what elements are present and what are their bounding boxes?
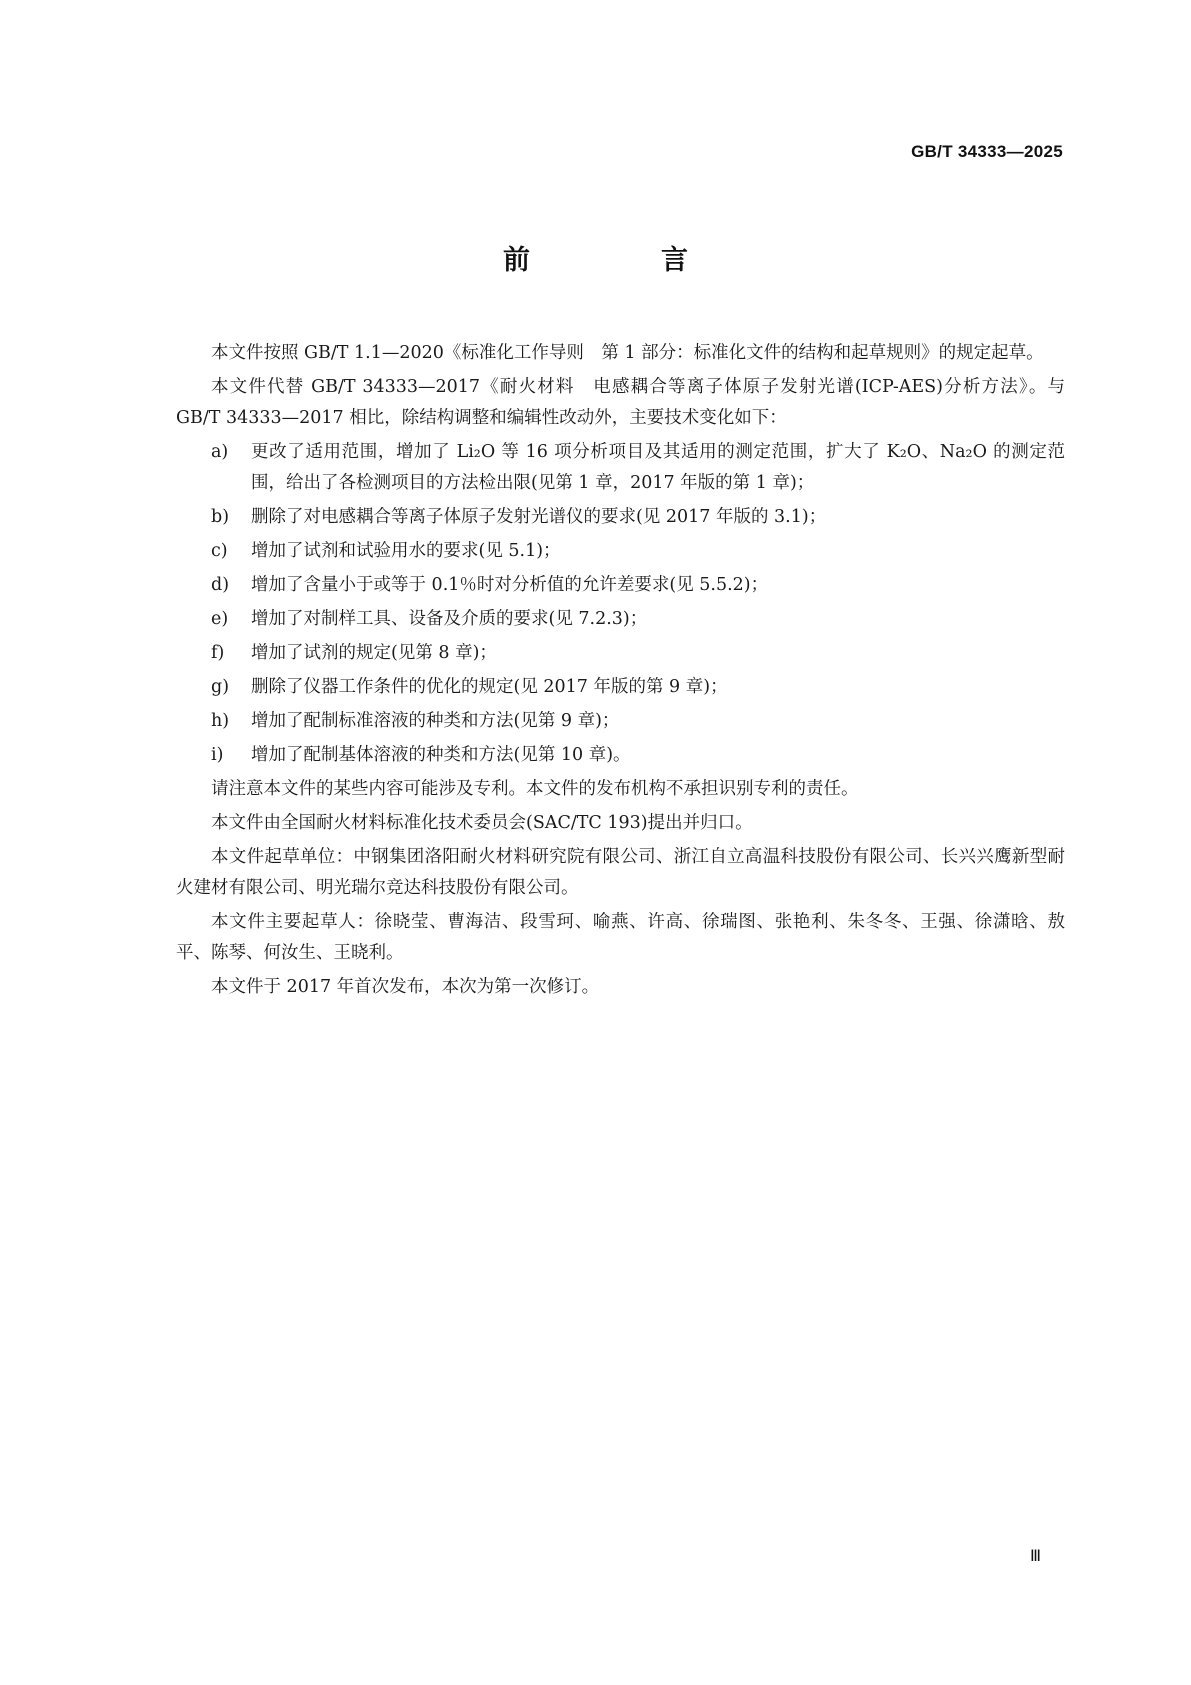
list-item-label: g) [211, 677, 230, 697]
list-item-label: d) [211, 575, 230, 595]
list-item-text: 增加了对制样工具、设备及介质的要求(见 7.2.3)； [251, 609, 648, 629]
paragraph-patent-notice: 请注意本文件的某些内容可能涉及专利。本文件的发布机构不承担识别专利的责任。 [211, 779, 859, 799]
list-item-label: h) [211, 711, 230, 731]
page-number: Ⅲ [1029, 1548, 1041, 1565]
list-item [176, 672, 1065, 703]
document-code: GB/T 34333—2025 [911, 142, 1063, 161]
list-item-label: a) [211, 442, 229, 462]
list-item-label: e) [211, 609, 229, 629]
changes-list [176, 437, 1065, 771]
list-item-text: 增加了试剂的规定(见第 8 章)； [251, 643, 497, 663]
list-item-text: 增加了试剂和试验用水的要求(见 5.1)； [251, 541, 561, 561]
list-item-label: b) [211, 507, 230, 527]
list-item [176, 706, 1065, 737]
paragraph-replacement-note: 本文件代替 GB/T 34333—2017《耐火材料 电感耦合等离子体原子发射光谱(ICP-AES)分析方法》。与 GB/T 34333—2017 相比，除结构调整和编辑性改动外，主要技术变化如下： [176, 377, 1065, 428]
list-item [176, 604, 1065, 635]
list-item-label: f) [211, 643, 225, 663]
paragraph-drafting-rules: 本文件按照 GB/T 1.1—2020《标准化工作导则 第 1 部分：标准化文件的结构和起草规则》的规定起草。 [211, 343, 1044, 363]
list-item-text: 增加了含量小于或等于 0.1％时对分析值的允许差要求(见 5.5.2)； [251, 575, 769, 595]
foreword-body [176, 338, 1065, 1006]
list-item [176, 740, 1065, 771]
paragraph-publication-history: 本文件于 2017 年首次发布，本次为第一次修订。 [211, 977, 600, 997]
list-item-label: i) [211, 745, 224, 765]
list-item [176, 638, 1065, 669]
list-item [176, 437, 1065, 499]
paragraph-drafters: 本文件主要起草人：徐晓莹、曹海洁、段雪珂、喻燕、许高、徐瑞图、张艳利、朱冬冬、王强、徐潇晗、敖平、陈琴、何汝生、王晓利。 [176, 912, 1065, 963]
list-item-text: 删除了对电感耦合等离子体原子发射光谱仪的要求(见 2017 年版的 3.1)； [251, 507, 827, 527]
paragraph-proposer: 本文件由全国耐火材料标准化技术委员会(SAC/TC 193)提出并归口。 [211, 813, 753, 833]
list-item [176, 536, 1065, 567]
list-item [176, 570, 1065, 601]
list-item-text: 增加了配制基体溶液的种类和方法(见第 10 章)。 [251, 745, 631, 765]
list-item-label: c) [211, 541, 228, 561]
list-item-text: 删除了仪器工作条件的优化的规定(见 2017 年版的第 9 章)； [251, 677, 728, 697]
list-item-text: 更改了适用范围，增加了 Li₂O 等 16 项分析项目及其适用的测定范围，扩大了 K₂O、Na₂O 的测定范围，给出了各检测项目的方法检出限(见第 1 章，2017 年版的第 1 章)； [251, 442, 1065, 493]
paragraph-drafting-units: 本文件起草单位：中钢集团洛阳耐火材料研究院有限公司、浙江自立高温科技股份有限公司、长兴兴鹰新型耐火建材有限公司、明光瑞尔竞达科技股份有限公司。 [176, 847, 1065, 898]
page-title: 前 言 [503, 245, 740, 276]
list-item-text: 增加了配制标准溶液的种类和方法(见第 9 章)； [251, 711, 620, 731]
list-item [176, 502, 1065, 533]
